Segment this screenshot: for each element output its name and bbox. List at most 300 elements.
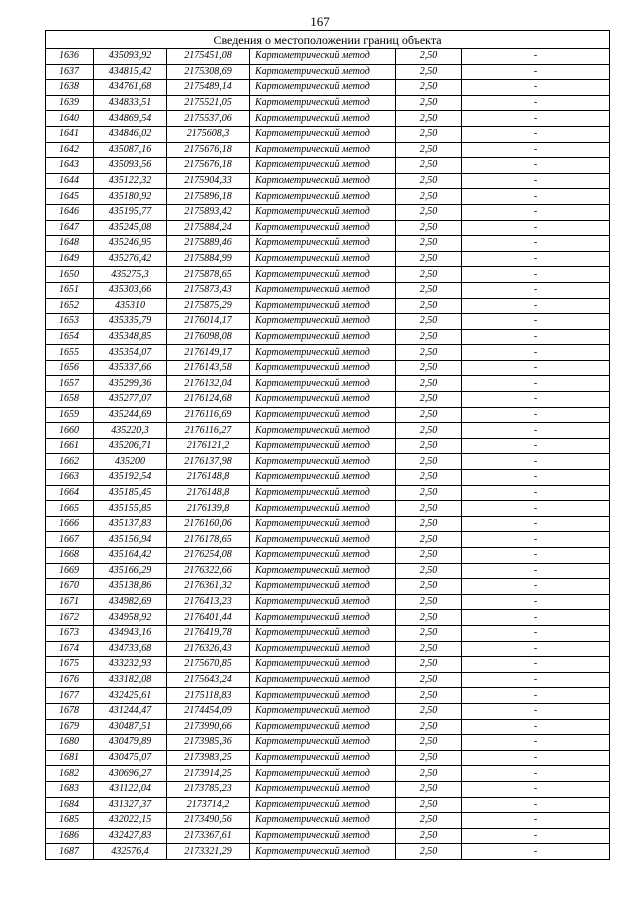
accuracy-cell: 2,50 [396, 314, 462, 330]
description-cell: - [462, 236, 610, 252]
x-coordinate-cell: 430475,07 [94, 750, 167, 766]
accuracy-cell: 2,50 [396, 407, 462, 423]
table-row [46, 49, 610, 65]
table-row [46, 750, 610, 766]
accuracy-cell: 2,50 [396, 532, 462, 548]
method-cell: Картометрический метод [250, 579, 396, 595]
point-number-cell: 1668 [46, 548, 94, 564]
description-cell: - [462, 142, 610, 158]
x-coordinate-cell: 430479,89 [94, 735, 167, 751]
x-coordinate-cell: 435335,79 [94, 314, 167, 330]
y-coordinate-cell: 2176149,17 [167, 345, 250, 361]
table-row [46, 329, 610, 345]
y-coordinate-cell: 2175676,18 [167, 142, 250, 158]
y-coordinate-cell: 2176143,58 [167, 360, 250, 376]
point-number-cell: 1682 [46, 766, 94, 782]
point-number-cell: 1681 [46, 750, 94, 766]
y-coordinate-cell: 2175521,05 [167, 95, 250, 111]
method-cell: Картометрический метод [250, 314, 396, 330]
accuracy-cell: 2,50 [396, 345, 462, 361]
method-cell: Картометрический метод [250, 173, 396, 189]
description-cell: - [462, 49, 610, 65]
point-number-cell: 1639 [46, 95, 94, 111]
point-number-cell: 1677 [46, 688, 94, 704]
point-number-cell: 1656 [46, 360, 94, 376]
method-cell: Картометрический метод [250, 501, 396, 517]
point-number-cell: 1652 [46, 298, 94, 314]
point-number-cell: 1643 [46, 158, 94, 174]
y-coordinate-cell: 2175643,24 [167, 672, 250, 688]
point-number-cell: 1669 [46, 563, 94, 579]
y-coordinate-cell: 2176137,98 [167, 454, 250, 470]
x-coordinate-cell: 435277,07 [94, 392, 167, 408]
accuracy-cell: 2,50 [396, 423, 462, 439]
table-row [46, 95, 610, 111]
description-cell: - [462, 735, 610, 751]
table-row [46, 392, 610, 408]
x-coordinate-cell: 435337,66 [94, 360, 167, 376]
accuracy-cell: 2,50 [396, 548, 462, 564]
x-coordinate-cell: 432022,15 [94, 813, 167, 829]
description-cell: - [462, 438, 610, 454]
accuracy-cell: 2,50 [396, 298, 462, 314]
point-number-cell: 1648 [46, 236, 94, 252]
method-cell: Картометрический метод [250, 594, 396, 610]
description-cell: - [462, 610, 610, 626]
table-row [46, 80, 610, 96]
x-coordinate-cell: 430696,27 [94, 766, 167, 782]
y-coordinate-cell: 2175904,33 [167, 173, 250, 189]
point-number-cell: 1672 [46, 610, 94, 626]
method-cell: Картометрический метод [250, 407, 396, 423]
accuracy-cell: 2,50 [396, 470, 462, 486]
table-row [46, 501, 610, 517]
table-body [46, 49, 610, 860]
y-coordinate-cell: 2175884,99 [167, 251, 250, 267]
accuracy-cell: 2,50 [396, 657, 462, 673]
x-coordinate-cell: 435245,08 [94, 220, 167, 236]
x-coordinate-cell: 431122,04 [94, 781, 167, 797]
method-cell: Картометрический метод [250, 719, 396, 735]
method-cell: Картометрический метод [250, 220, 396, 236]
accuracy-cell: 2,50 [396, 126, 462, 142]
accuracy-cell: 2,50 [396, 516, 462, 532]
point-number-cell: 1686 [46, 828, 94, 844]
point-number-cell: 1675 [46, 657, 94, 673]
method-cell: Картометрический метод [250, 454, 396, 470]
method-cell: Картометрический метод [250, 610, 396, 626]
method-cell: Картометрический метод [250, 267, 396, 283]
x-coordinate-cell: 431327,37 [94, 797, 167, 813]
description-cell: - [462, 267, 610, 283]
table-title: Сведения о местоположении границ объекта [46, 31, 610, 49]
accuracy-cell: 2,50 [396, 360, 462, 376]
method-cell: Картометрический метод [250, 781, 396, 797]
description-cell: - [462, 345, 610, 361]
table-row [46, 360, 610, 376]
accuracy-cell: 2,50 [396, 501, 462, 517]
y-coordinate-cell: 2176124,68 [167, 392, 250, 408]
y-coordinate-cell: 2176014,17 [167, 314, 250, 330]
description-cell: - [462, 516, 610, 532]
x-coordinate-cell: 435164,42 [94, 548, 167, 564]
point-number-cell: 1678 [46, 703, 94, 719]
table-row [46, 64, 610, 80]
table-row [46, 282, 610, 298]
accuracy-cell: 2,50 [396, 766, 462, 782]
y-coordinate-cell: 2176148,8 [167, 470, 250, 486]
method-cell: Картометрический метод [250, 672, 396, 688]
x-coordinate-cell: 435087,16 [94, 142, 167, 158]
table-row [46, 111, 610, 127]
description-cell: - [462, 672, 610, 688]
point-number-cell: 1661 [46, 438, 94, 454]
point-number-cell: 1673 [46, 625, 94, 641]
y-coordinate-cell: 2173367,61 [167, 828, 250, 844]
accuracy-cell: 2,50 [396, 95, 462, 111]
accuracy-cell: 2,50 [396, 251, 462, 267]
method-cell: Картометрический метод [250, 423, 396, 439]
y-coordinate-cell: 2175608,3 [167, 126, 250, 142]
accuracy-cell: 2,50 [396, 173, 462, 189]
accuracy-cell: 2,50 [396, 703, 462, 719]
accuracy-cell: 2,50 [396, 267, 462, 283]
accuracy-cell: 2,50 [396, 688, 462, 704]
description-cell: - [462, 750, 610, 766]
x-coordinate-cell: 434869,54 [94, 111, 167, 127]
y-coordinate-cell: 2176116,69 [167, 407, 250, 423]
method-cell: Картометрический метод [250, 797, 396, 813]
accuracy-cell: 2,50 [396, 781, 462, 797]
method-cell: Картометрический метод [250, 80, 396, 96]
y-coordinate-cell: 2173785,23 [167, 781, 250, 797]
method-cell: Картометрический метод [250, 470, 396, 486]
y-coordinate-cell: 2176326,43 [167, 641, 250, 657]
accuracy-cell: 2,50 [396, 594, 462, 610]
x-coordinate-cell: 434815,42 [94, 64, 167, 80]
description-cell: - [462, 844, 610, 860]
accuracy-cell: 2,50 [396, 813, 462, 829]
table-row [46, 532, 610, 548]
y-coordinate-cell: 2176160,06 [167, 516, 250, 532]
method-cell: Картометрический метод [250, 688, 396, 704]
x-coordinate-cell: 430487,51 [94, 719, 167, 735]
y-coordinate-cell: 2173985,36 [167, 735, 250, 751]
description-cell: - [462, 797, 610, 813]
table-row [46, 267, 610, 283]
method-cell: Картометрический метод [250, 111, 396, 127]
point-number-cell: 1647 [46, 220, 94, 236]
y-coordinate-cell: 2175308,69 [167, 64, 250, 80]
point-number-cell: 1659 [46, 407, 94, 423]
point-number-cell: 1684 [46, 797, 94, 813]
accuracy-cell: 2,50 [396, 750, 462, 766]
accuracy-cell: 2,50 [396, 142, 462, 158]
table-row [46, 158, 610, 174]
table-row [46, 781, 610, 797]
y-coordinate-cell: 2176254,08 [167, 548, 250, 564]
description-cell: - [462, 813, 610, 829]
y-coordinate-cell: 2176361,32 [167, 579, 250, 595]
accuracy-cell: 2,50 [396, 236, 462, 252]
description-cell: - [462, 329, 610, 345]
point-number-cell: 1670 [46, 579, 94, 595]
y-coordinate-cell: 2176121,2 [167, 438, 250, 454]
table-row [46, 204, 610, 220]
accuracy-cell: 2,50 [396, 111, 462, 127]
y-coordinate-cell: 2175118,83 [167, 688, 250, 704]
accuracy-cell: 2,50 [396, 719, 462, 735]
y-coordinate-cell: 2173490,56 [167, 813, 250, 829]
description-cell: - [462, 828, 610, 844]
y-coordinate-cell: 2176413,23 [167, 594, 250, 610]
accuracy-cell: 2,50 [396, 64, 462, 80]
y-coordinate-cell: 2176116,27 [167, 423, 250, 439]
method-cell: Картометрический метод [250, 438, 396, 454]
accuracy-cell: 2,50 [396, 485, 462, 501]
description-cell: - [462, 766, 610, 782]
y-coordinate-cell: 2176401,44 [167, 610, 250, 626]
accuracy-cell: 2,50 [396, 844, 462, 860]
point-number-cell: 1662 [46, 454, 94, 470]
y-coordinate-cell: 2175889,46 [167, 236, 250, 252]
table-row [46, 579, 610, 595]
description-cell: - [462, 501, 610, 517]
y-coordinate-cell: 2173914,25 [167, 766, 250, 782]
method-cell: Картометрический метод [250, 95, 396, 111]
y-coordinate-cell: 2175873,43 [167, 282, 250, 298]
description-cell: - [462, 204, 610, 220]
table-row [46, 126, 610, 142]
x-coordinate-cell: 435206,71 [94, 438, 167, 454]
table-row [46, 657, 610, 673]
x-coordinate-cell: 435137,83 [94, 516, 167, 532]
x-coordinate-cell: 435354,07 [94, 345, 167, 361]
point-number-cell: 1660 [46, 423, 94, 439]
x-coordinate-cell: 435180,92 [94, 189, 167, 205]
point-number-cell: 1679 [46, 719, 94, 735]
accuracy-cell: 2,50 [396, 204, 462, 220]
table-row [46, 813, 610, 829]
y-coordinate-cell: 2173714,2 [167, 797, 250, 813]
description-cell: - [462, 80, 610, 96]
point-number-cell: 1685 [46, 813, 94, 829]
method-cell: Картометрический метод [250, 49, 396, 65]
description-cell: - [462, 579, 610, 595]
table-row [46, 345, 610, 361]
method-cell: Картометрический метод [250, 735, 396, 751]
method-cell: Картометрический метод [250, 563, 396, 579]
page-number: 167 [310, 14, 330, 29]
y-coordinate-cell: 2175896,18 [167, 189, 250, 205]
point-number-cell: 1638 [46, 80, 94, 96]
x-coordinate-cell: 435348,85 [94, 329, 167, 345]
accuracy-cell: 2,50 [396, 563, 462, 579]
accuracy-cell: 2,50 [396, 735, 462, 751]
method-cell: Картометрический метод [250, 813, 396, 829]
x-coordinate-cell: 431244,47 [94, 703, 167, 719]
table-row [46, 594, 610, 610]
description-cell: - [462, 657, 610, 673]
description-cell: - [462, 563, 610, 579]
description-cell: - [462, 251, 610, 267]
point-number-cell: 1667 [46, 532, 94, 548]
table-row [46, 454, 610, 470]
method-cell: Картометрический метод [250, 158, 396, 174]
table-row [46, 672, 610, 688]
method-cell: Картометрический метод [250, 703, 396, 719]
point-number-cell: 1671 [46, 594, 94, 610]
table-row [46, 703, 610, 719]
x-coordinate-cell: 434943,16 [94, 625, 167, 641]
method-cell: Картометрический метод [250, 392, 396, 408]
point-number-cell: 1642 [46, 142, 94, 158]
x-coordinate-cell: 435275,3 [94, 267, 167, 283]
y-coordinate-cell: 2175875,29 [167, 298, 250, 314]
point-number-cell: 1666 [46, 516, 94, 532]
x-coordinate-cell: 433232,93 [94, 657, 167, 673]
method-cell: Картометрический метод [250, 750, 396, 766]
y-coordinate-cell: 2175878,65 [167, 267, 250, 283]
x-coordinate-cell: 435156,94 [94, 532, 167, 548]
point-number-cell: 1680 [46, 735, 94, 751]
description-cell: - [462, 376, 610, 392]
method-cell: Картометрический метод [250, 345, 396, 361]
table-row [46, 516, 610, 532]
method-cell: Картометрический метод [250, 641, 396, 657]
point-number-cell: 1650 [46, 267, 94, 283]
description-cell: - [462, 360, 610, 376]
x-coordinate-cell: 435246,95 [94, 236, 167, 252]
x-coordinate-cell: 434833,51 [94, 95, 167, 111]
method-cell: Картометрический метод [250, 189, 396, 205]
description-cell: - [462, 454, 610, 470]
boundary-coordinates-table [45, 30, 610, 860]
method-cell: Картометрический метод [250, 844, 396, 860]
x-coordinate-cell: 435093,56 [94, 158, 167, 174]
accuracy-cell: 2,50 [396, 80, 462, 96]
table-row [46, 828, 610, 844]
y-coordinate-cell: 2175670,85 [167, 657, 250, 673]
x-coordinate-cell: 435166,29 [94, 563, 167, 579]
table-row [46, 844, 610, 860]
point-number-cell: 1649 [46, 251, 94, 267]
description-cell: - [462, 282, 610, 298]
x-coordinate-cell: 435276,42 [94, 251, 167, 267]
description-cell: - [462, 703, 610, 719]
method-cell: Картометрический метод [250, 329, 396, 345]
description-cell: - [462, 688, 610, 704]
method-cell: Картометрический метод [250, 376, 396, 392]
y-coordinate-cell: 2175537,06 [167, 111, 250, 127]
x-coordinate-cell: 435155,85 [94, 501, 167, 517]
description-cell: - [462, 158, 610, 174]
y-coordinate-cell: 2176148,8 [167, 485, 250, 501]
description-cell: - [462, 298, 610, 314]
table-row [46, 548, 610, 564]
x-coordinate-cell: 435093,92 [94, 49, 167, 65]
accuracy-cell: 2,50 [396, 797, 462, 813]
accuracy-cell: 2,50 [396, 579, 462, 595]
y-coordinate-cell: 2176098,08 [167, 329, 250, 345]
accuracy-cell: 2,50 [396, 672, 462, 688]
y-coordinate-cell: 2175676,18 [167, 158, 250, 174]
point-number-cell: 1683 [46, 781, 94, 797]
point-number-cell: 1644 [46, 173, 94, 189]
description-cell: - [462, 111, 610, 127]
x-coordinate-cell: 432427,83 [94, 828, 167, 844]
x-coordinate-cell: 434846,02 [94, 126, 167, 142]
table-row [46, 625, 610, 641]
y-coordinate-cell: 2175893,42 [167, 204, 250, 220]
accuracy-cell: 2,50 [396, 392, 462, 408]
accuracy-cell: 2,50 [396, 220, 462, 236]
table-row [46, 797, 610, 813]
description-cell: - [462, 95, 610, 111]
point-number-cell: 1646 [46, 204, 94, 220]
description-cell: - [462, 548, 610, 564]
x-coordinate-cell: 434761,68 [94, 80, 167, 96]
point-number-cell: 1640 [46, 111, 94, 127]
table-row [46, 423, 610, 439]
accuracy-cell: 2,50 [396, 158, 462, 174]
table-row [46, 236, 610, 252]
table-row [46, 735, 610, 751]
method-cell: Картометрический метод [250, 236, 396, 252]
point-number-cell: 1674 [46, 641, 94, 657]
point-number-cell: 1637 [46, 64, 94, 80]
table-row [46, 610, 610, 626]
x-coordinate-cell: 435200 [94, 454, 167, 470]
table-row [46, 298, 610, 314]
x-coordinate-cell: 432576,4 [94, 844, 167, 860]
method-cell: Картометрический метод [250, 64, 396, 80]
x-coordinate-cell: 435310 [94, 298, 167, 314]
table-row [46, 470, 610, 486]
table-row [46, 438, 610, 454]
method-cell: Картометрический метод [250, 828, 396, 844]
table-row [46, 485, 610, 501]
method-cell: Картометрический метод [250, 766, 396, 782]
table-row [46, 189, 610, 205]
point-number-cell: 1658 [46, 392, 94, 408]
y-coordinate-cell: 2176132,04 [167, 376, 250, 392]
accuracy-cell: 2,50 [396, 376, 462, 392]
description-cell: - [462, 173, 610, 189]
point-number-cell: 1663 [46, 470, 94, 486]
table-title-row [46, 31, 610, 49]
description-cell: - [462, 423, 610, 439]
description-cell: - [462, 220, 610, 236]
accuracy-cell: 2,50 [396, 641, 462, 657]
point-number-cell: 1687 [46, 844, 94, 860]
y-coordinate-cell: 2175489,14 [167, 80, 250, 96]
point-number-cell: 1655 [46, 345, 94, 361]
x-coordinate-cell: 435299,36 [94, 376, 167, 392]
point-number-cell: 1654 [46, 329, 94, 345]
y-coordinate-cell: 2175451,08 [167, 49, 250, 65]
accuracy-cell: 2,50 [396, 610, 462, 626]
method-cell: Картометрический метод [250, 657, 396, 673]
y-coordinate-cell: 2173983,25 [167, 750, 250, 766]
table-row [46, 220, 610, 236]
point-number-cell: 1645 [46, 189, 94, 205]
x-coordinate-cell: 434733,68 [94, 641, 167, 657]
method-cell: Картометрический метод [250, 548, 396, 564]
description-cell: - [462, 641, 610, 657]
x-coordinate-cell: 435244,69 [94, 407, 167, 423]
y-coordinate-cell: 2173321,29 [167, 844, 250, 860]
